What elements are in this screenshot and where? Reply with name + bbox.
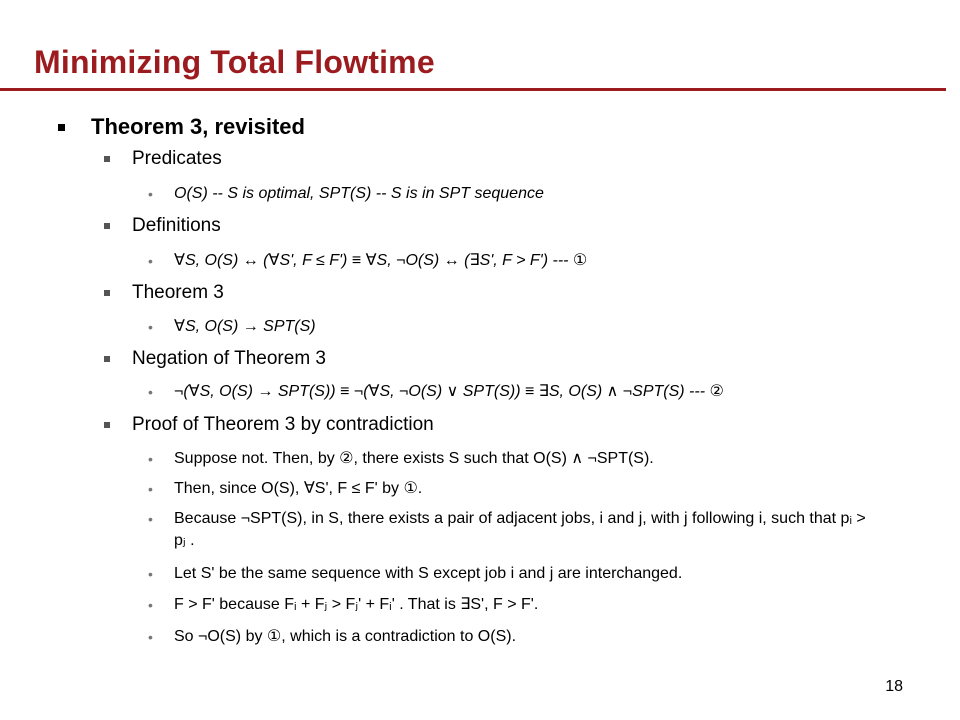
heading-bullet (58, 114, 305, 140)
list-item (148, 183, 868, 205)
dot-bullet-icon: • (148, 451, 153, 467)
list-item (148, 316, 868, 338)
section-label: Definitions (132, 215, 221, 236)
dot-bullet-icon: • (148, 186, 153, 202)
slide-title: Minimizing Total Flowtime (34, 44, 435, 80)
list-item (148, 250, 868, 272)
section-theorem3 (104, 282, 224, 304)
square-bullet-icon (58, 124, 65, 131)
heading-text: Theorem 3, revisited (91, 114, 305, 139)
item-text: ¬(∀S, O(S) → SPT(S)) ≡ ¬(∀S, ¬O(S) ∨ SPT(S)) ≡ ∃S, O(S) ∧ ¬SPT(S) --- ② (174, 383, 724, 400)
list-item (148, 626, 868, 648)
dot-bullet-icon: • (148, 253, 153, 269)
section-label: Predicates (132, 148, 222, 169)
square-bullet-icon (104, 356, 110, 362)
list-item (148, 478, 868, 500)
list-item (148, 563, 868, 585)
item-text: Suppose not. Then, by ②, there exists S such that O(S) ∧ ¬SPT(S). (174, 450, 654, 467)
section-label: Proof of Theorem 3 by contradiction (132, 414, 434, 435)
section-predicates (104, 148, 222, 170)
section-negation (104, 348, 326, 370)
list-item (148, 381, 868, 403)
list-item (148, 448, 868, 470)
list-item (148, 508, 868, 552)
item-text: ∀S, O(S) → SPT(S) (174, 318, 316, 335)
item-text: Because ¬SPT(S), in S, there exists a pair of adjacent jobs, i and j, with j following i, such that pᵢ > pⱼ . (174, 510, 866, 549)
list-item (148, 594, 868, 616)
item-text: O(S) -- S is optimal, SPT(S) -- S is in SPT sequence (174, 185, 544, 202)
item-text: So ¬O(S) by ①, which is a contradiction to O(S). (174, 628, 517, 645)
page-number: 18 (885, 678, 903, 695)
dot-bullet-icon: • (148, 319, 153, 335)
dot-bullet-icon: • (148, 511, 153, 527)
item-text: ∀S, O(S) ↔ (∀S', F ≤ F') ≡ ∀S, ¬O(S) ↔ (∃S', F > F') --- ① (174, 252, 588, 269)
square-bullet-icon (104, 156, 110, 162)
square-bullet-icon (104, 223, 110, 229)
section-proof (104, 414, 434, 436)
dot-bullet-icon: • (148, 481, 153, 497)
item-text: F > F' because Fᵢ + Fⱼ > Fⱼ' + Fᵢ' . That is ∃S', F > F'. (174, 596, 539, 613)
square-bullet-icon (104, 290, 110, 296)
dot-bullet-icon: • (148, 566, 153, 582)
dot-bullet-icon: • (148, 629, 153, 645)
square-bullet-icon (104, 422, 110, 428)
dot-bullet-icon: • (148, 597, 153, 613)
item-text: Let S' be the same sequence with S except job i and j are interchanged. (174, 565, 683, 582)
section-definitions (104, 215, 221, 237)
section-label: Theorem 3 (132, 282, 224, 303)
section-label: Negation of Theorem 3 (132, 348, 326, 369)
item-text: Then, since O(S), ∀S', F ≤ F' by ①. (174, 480, 423, 497)
dot-bullet-icon: • (148, 384, 153, 400)
